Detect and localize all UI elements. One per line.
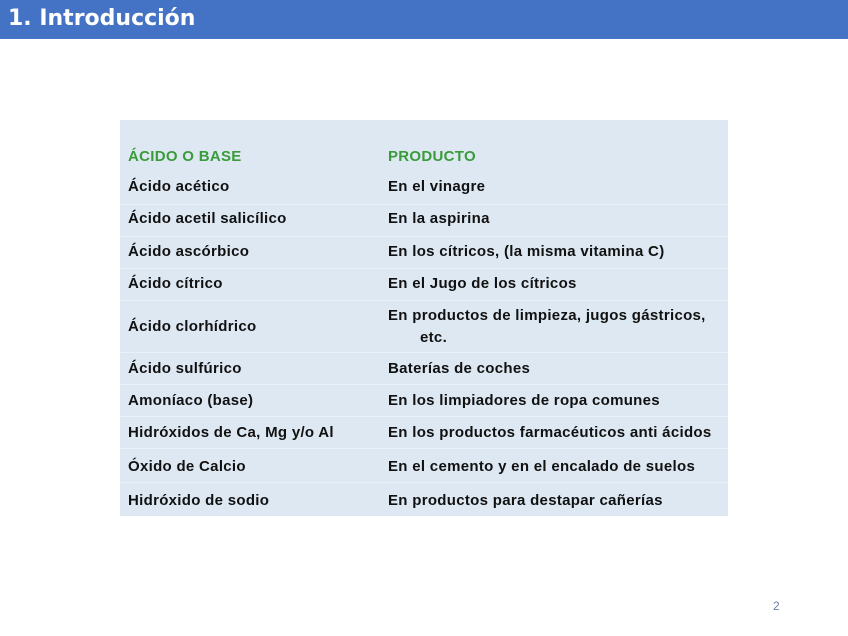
page-number: 2: [773, 599, 780, 613]
table-row: [120, 236, 728, 268]
product-line-continued: etc.: [420, 329, 448, 346]
substance-cell: Ácido acetil salicílico: [128, 210, 287, 227]
substance-cell: Hidróxido de sodio: [128, 492, 270, 509]
table-header-row: [120, 144, 728, 172]
product-cell: En los productos farmacéuticos anti ácidos: [388, 424, 712, 441]
substances-table: [120, 120, 728, 516]
substance-cell: Ácido cítrico: [128, 275, 223, 292]
header-product: PRODUCTO: [388, 148, 476, 165]
substance-cell: Óxido de Calcio: [128, 458, 246, 475]
table-row: [120, 416, 728, 448]
substance-cell: Ácido acético: [128, 178, 230, 195]
substance-cell: Hidróxidos de Ca, Mg y/o Al: [128, 424, 334, 441]
product-cell: En los cítricos, (la misma vitamina C): [388, 243, 665, 260]
substance-cell: Amoníaco (base): [128, 392, 254, 409]
table-row: [120, 204, 728, 236]
product-cell: Baterías de coches: [388, 360, 531, 377]
table-row: [120, 174, 728, 204]
product-cell: En la aspirina: [388, 210, 490, 227]
header-acid-base: ÁCIDO O BASE: [128, 148, 242, 165]
substance-cell: Ácido clorhídrico: [128, 318, 257, 335]
product-cell: En productos para destapar cañerías: [388, 492, 663, 509]
slide-title: 1. Introducción: [8, 6, 196, 31]
product-cell: En el vinagre: [388, 178, 486, 195]
table-row: [120, 448, 728, 482]
product-cell: En el cemento y en el encalado de suelos: [388, 458, 696, 475]
table-row: [120, 268, 728, 300]
table-row: [120, 384, 728, 416]
product-line: En productos de limpieza, jugos gástricos,: [388, 307, 706, 324]
product-cell: En el Jugo de los cítricos: [388, 275, 577, 292]
substance-cell: Ácido sulfúrico: [128, 360, 242, 377]
product-cell: En los limpiadores de ropa comunes: [388, 392, 660, 409]
title-bar: [0, 0, 848, 39]
table-row: [120, 352, 728, 384]
substance-cell: Ácido ascórbico: [128, 243, 250, 260]
product-cell: [388, 305, 718, 349]
table-row: [120, 300, 728, 352]
table-row: [120, 482, 728, 516]
